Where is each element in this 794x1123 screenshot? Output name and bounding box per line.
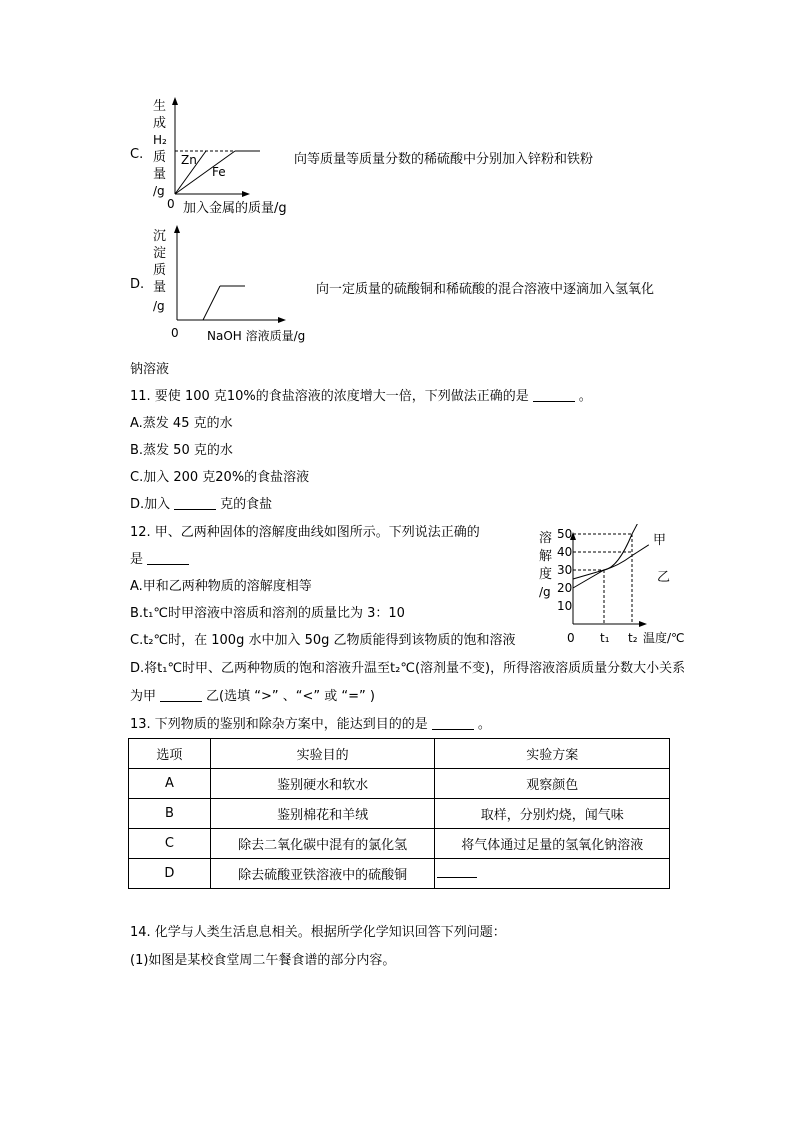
q11-answer-blank[interactable] xyxy=(533,388,575,402)
cell-option: C xyxy=(129,829,211,859)
header-option: 选项 xyxy=(129,739,211,769)
x-axis-arrow xyxy=(278,317,286,323)
q12-option-d-end: 乙(选填 “>” 、“<” 或 “=” ) xyxy=(206,689,375,704)
ylabel-char: 溶 xyxy=(539,531,553,546)
option-d-continuation: 钠溶液 xyxy=(130,362,170,377)
ylabel-char: /g xyxy=(153,299,165,313)
ylabel-char: 度 xyxy=(539,567,553,582)
ylabel-char: 淀 xyxy=(153,246,167,261)
x-axis-label: 温度/℃ xyxy=(643,631,685,645)
experiment-table xyxy=(128,738,670,889)
q11-stem xyxy=(130,385,592,404)
zn-label: Zn xyxy=(181,153,197,167)
cell-option: B xyxy=(129,799,211,829)
q14-sub1: (1)如图是某校食堂周二午餐食谱的部分内容。 xyxy=(130,953,396,968)
q11-option-d-text: D.加入 xyxy=(130,497,171,512)
option-d-graph xyxy=(145,222,330,348)
solubility-chart xyxy=(533,524,698,652)
cell-purpose: 鉴别硬水和软水 xyxy=(210,769,435,799)
x-axis-label: 加入金属的质量/g xyxy=(183,201,287,216)
y-tick-label: 40 xyxy=(557,545,573,559)
header-plan: 实验方案 xyxy=(435,739,670,769)
cell-option: D xyxy=(129,859,211,889)
ylabel-char: 解 xyxy=(539,549,553,564)
table-row xyxy=(129,859,670,889)
ylabel-char: 质 xyxy=(153,150,167,165)
q12-option-d-line2 xyxy=(130,685,375,704)
header-purpose: 实验目的 xyxy=(210,739,435,769)
ylabel-char: 沉 xyxy=(153,229,167,244)
option-d-letter: D. xyxy=(130,277,145,292)
y-axis-arrow xyxy=(174,225,180,233)
y-axis-arrow xyxy=(172,97,178,105)
ylabel-char: /g xyxy=(153,184,165,198)
q11-option-a: A.蒸发 45 克的水 xyxy=(130,416,233,431)
series-label-jia: 甲 xyxy=(653,533,667,548)
ylabel-char: 成 xyxy=(153,116,167,131)
cell-purpose: 除去硫酸亚铁溶液中的硫酸铜 xyxy=(210,859,435,889)
ylabel-char: H₂ xyxy=(153,133,167,147)
x-tick-label: t₂ xyxy=(628,631,638,645)
q12-option-b: B.t₁℃时甲溶液中溶质和溶剂的质量比为 3：10 xyxy=(130,606,405,621)
cell-plan-blank[interactable] xyxy=(435,859,670,889)
table-row xyxy=(129,829,670,859)
y-tick-label: 20 xyxy=(557,581,573,595)
q11-stem-end: 。 xyxy=(578,389,592,404)
cell-purpose: 除去二氧化碳中混有的氯化氢 xyxy=(210,829,435,859)
q12-option-c: C.t₂℃时，在 100g 水中加入 50g 乙物质能得到该物质的饱和溶液 xyxy=(130,633,516,648)
q11-option-d xyxy=(130,493,272,512)
x-axis-label: NaOH 溶液质量/g xyxy=(207,329,306,343)
ylabel-char: /g xyxy=(539,585,551,599)
option-d-description: 向一定质量的硫酸铜和稀硫酸的混合溶液中逐滴加入氢氧化 xyxy=(316,282,655,297)
q13-stem xyxy=(130,713,491,732)
x-tick-label: t₁ xyxy=(600,631,610,645)
origin-label: 0 xyxy=(171,326,179,340)
cell-option: A xyxy=(129,769,211,799)
ylabel-char: 量 xyxy=(153,167,167,182)
y-tick-label: 10 xyxy=(557,599,573,613)
q12-option-d-text: 为甲 xyxy=(130,689,157,704)
fe-label: Fe xyxy=(212,165,226,179)
ylabel-char: 量 xyxy=(153,280,167,295)
q13-answer-blank[interactable] xyxy=(432,716,474,730)
x-tick-label: 0 xyxy=(567,631,575,645)
table-row xyxy=(129,769,670,799)
cell-plan: 观察颜色 xyxy=(435,769,670,799)
q12-stem-line2 xyxy=(130,548,193,567)
option-c-graph xyxy=(145,94,310,220)
table-row xyxy=(129,799,670,829)
q13-stem-end: 。 xyxy=(477,717,491,732)
q11-option-b: B.蒸发 50 克的水 xyxy=(130,443,233,458)
q12-stem-text: 是 xyxy=(130,552,144,567)
x-axis-arrow xyxy=(639,621,647,627)
cell-plan: 取样，分别灼烧，闻气味 xyxy=(435,799,670,829)
ylabel-char: 生 xyxy=(153,99,167,114)
q11-stem-text: 11. 要使 100 克10%的食盐溶液的浓度增大一倍，下列做法正确的是 xyxy=(130,389,529,404)
precipitate-rise xyxy=(203,286,220,320)
q11-option-d-blank[interactable] xyxy=(174,496,216,510)
q12-stem-line1: 12. 甲、乙两种固体的溶解度曲线如图所示。下列说法正确的 xyxy=(130,525,480,540)
y-tick-label: 30 xyxy=(557,563,573,577)
q12-answer-blank[interactable] xyxy=(147,551,189,565)
y-tick-label: 50 xyxy=(557,527,573,541)
q12-option-a: A.甲和乙两种物质的溶解度相等 xyxy=(130,579,312,594)
ylabel-char: 质 xyxy=(153,263,167,278)
q12-option-d-blank[interactable] xyxy=(160,688,202,702)
q14-stem: 14. 化学与人类生活息息相关。根据所学化学知识回答下列问题： xyxy=(130,925,506,940)
q13-stem-text: 13. 下列物质的鉴别和除杂方案中，能达到目的的是 xyxy=(130,717,428,732)
cell-plan: 将气体通过足量的氢氧化钠溶液 xyxy=(435,829,670,859)
series-line-yi xyxy=(573,545,649,579)
option-c-letter: C. xyxy=(130,147,144,162)
option-c-description: 向等质量等质量分数的稀硫酸中分别加入锌粉和铁粉 xyxy=(294,152,594,167)
series-label-yi: 乙 xyxy=(657,570,671,585)
cell-purpose: 鉴别棉花和羊绒 xyxy=(210,799,435,829)
x-axis-arrow xyxy=(242,191,250,197)
q12-option-d: D.将t₁℃时甲、乙两种物质的饱和溶液升温至t₂℃(溶剂量不变)，所得溶液溶质质量分数大小关系 xyxy=(130,661,686,676)
answer-blank-line[interactable] xyxy=(437,865,477,878)
q11-option-d-end: 克的食盐 xyxy=(220,497,273,512)
origin-label: 0 xyxy=(167,197,175,211)
table-header-row xyxy=(129,739,670,769)
q11-option-c: C.加入 200 克20%的食盐溶液 xyxy=(130,470,310,485)
